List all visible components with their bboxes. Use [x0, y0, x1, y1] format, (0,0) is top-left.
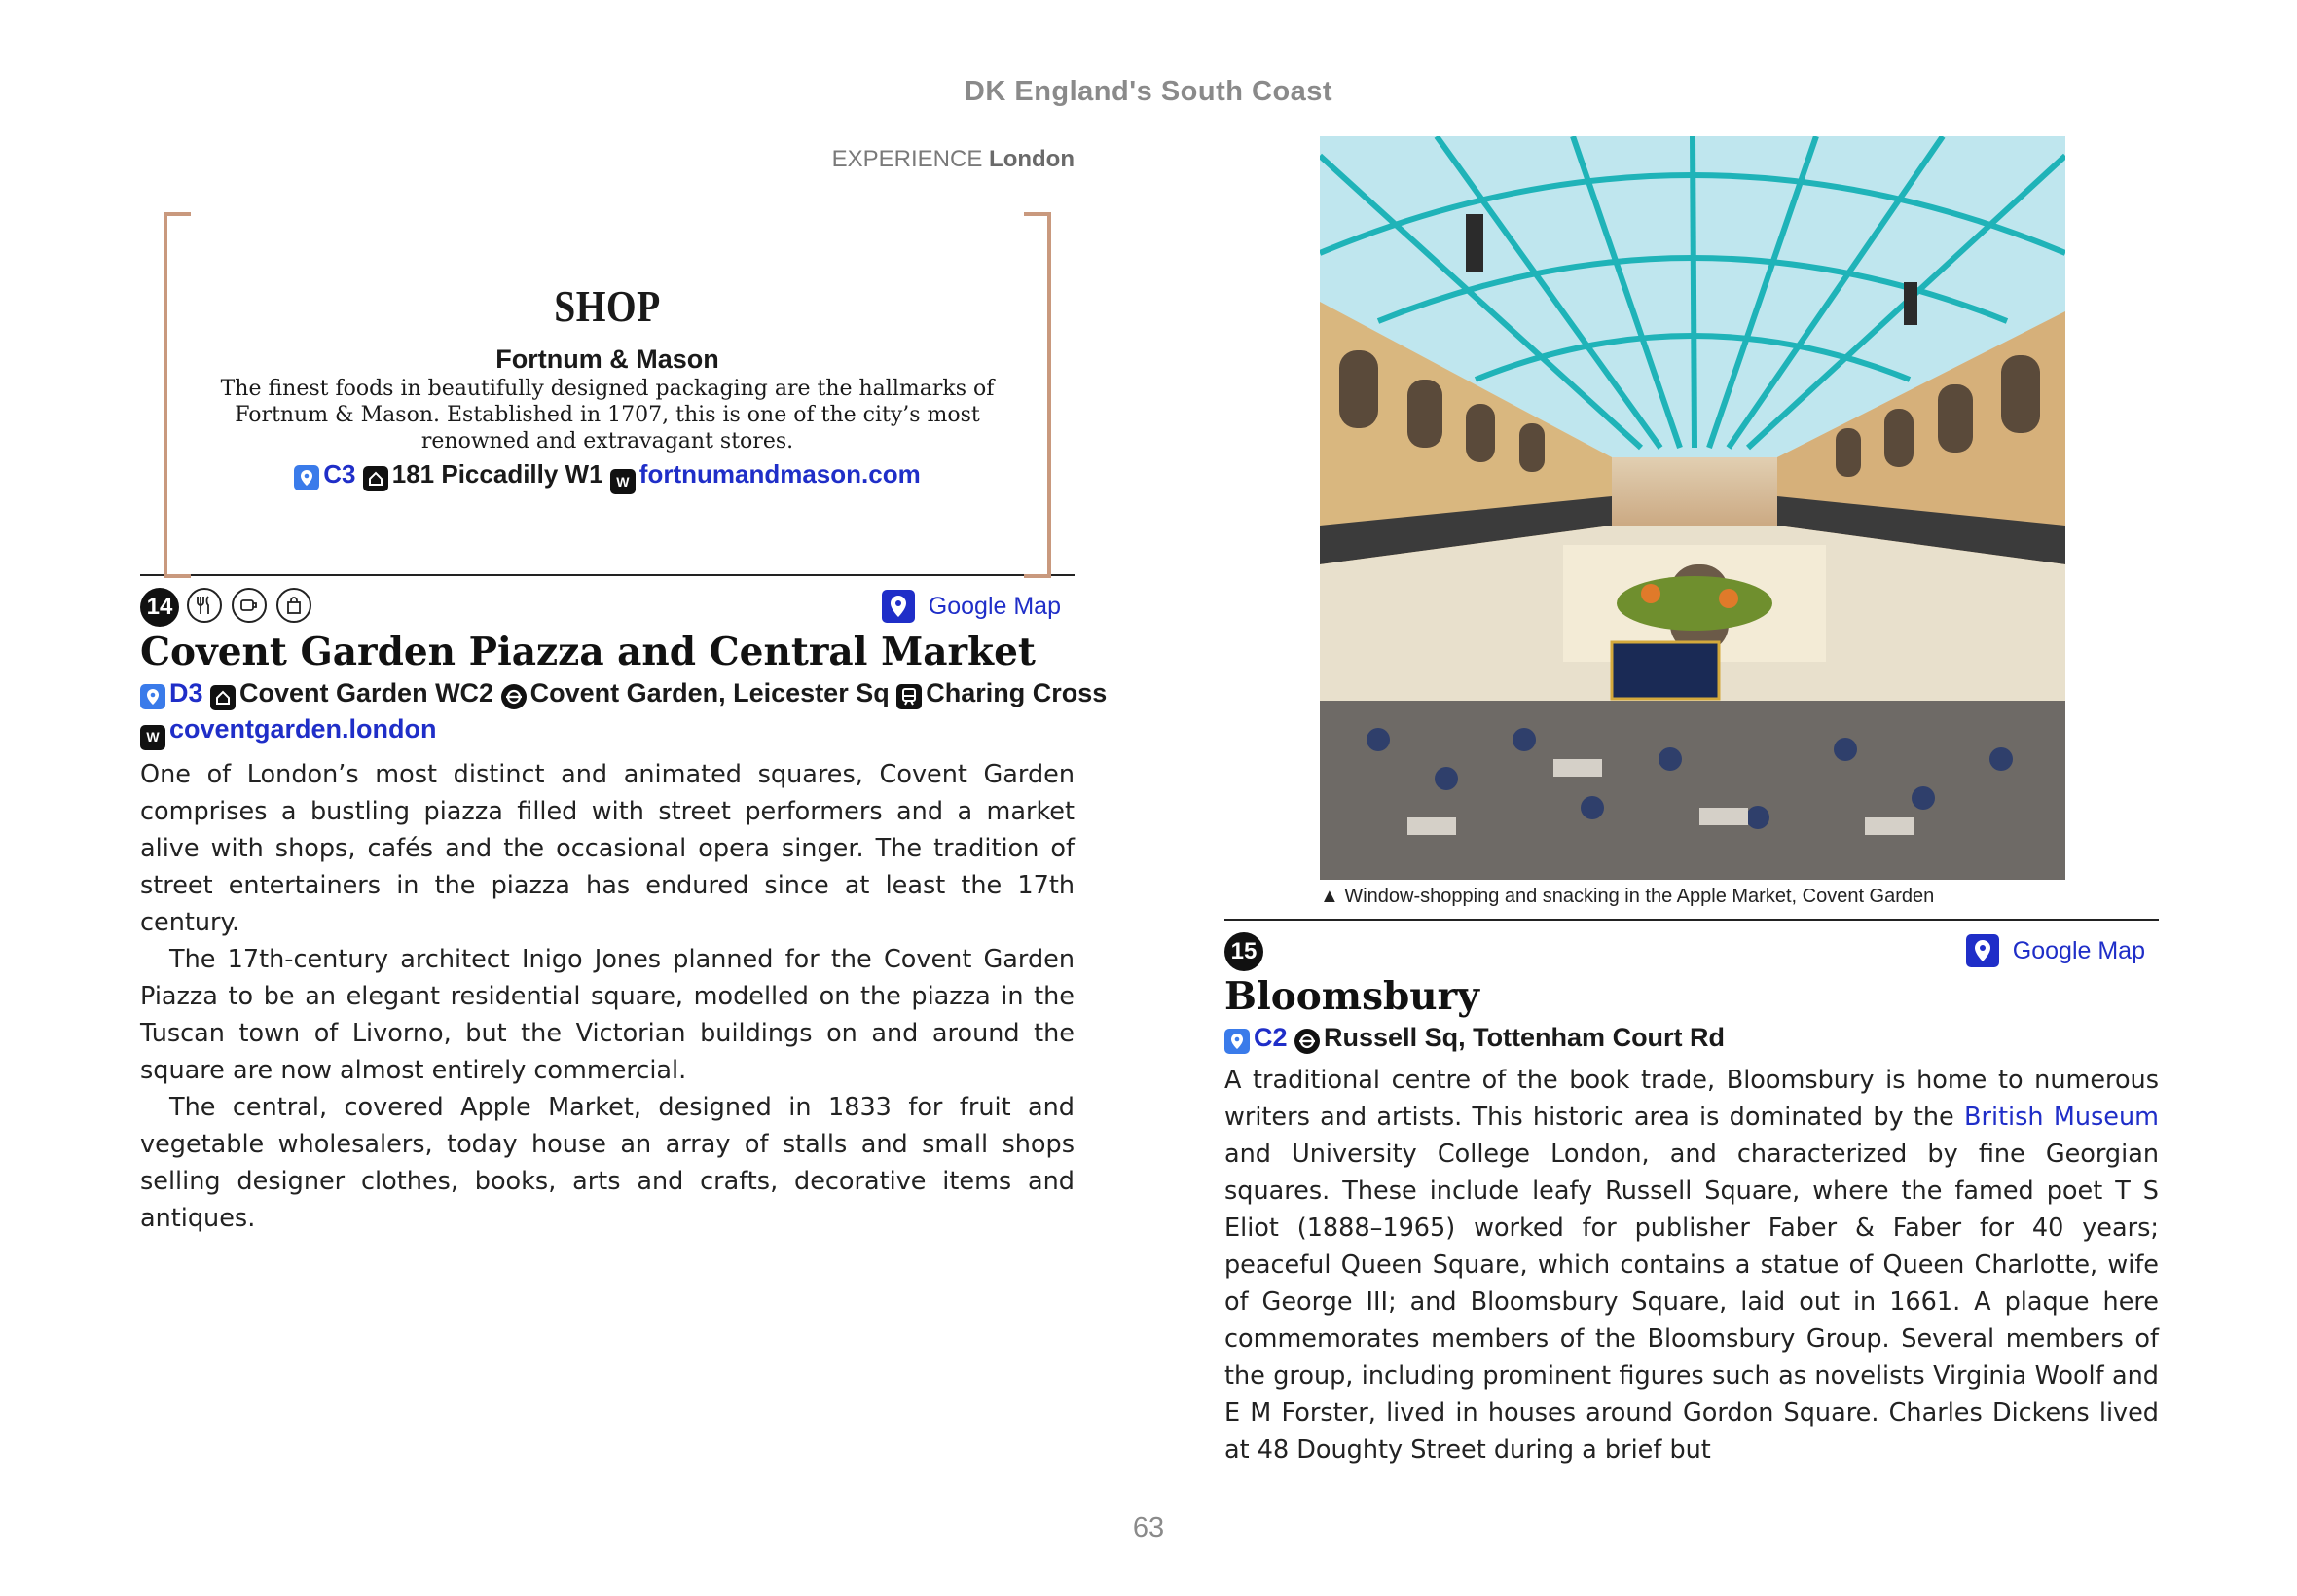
entry-15-body — [1224, 1062, 2159, 1469]
shop-name: Fortnum & Mason — [495, 345, 719, 374]
train-icon — [896, 684, 922, 709]
website-icon: W — [610, 469, 636, 494]
map-pin-icon — [294, 465, 319, 490]
entry-14-paragraph-1: One of London’s most distinct and animated squares, Covent Garden comprises a bustling piazza filled with street performers and a market alive with shops, cafés and the occasional opera singer. The tradition of street entertainers in the piazza has endured since at least the 17th century. — [140, 759, 1075, 937]
entry-14-rail: Charing Cross — [926, 678, 1108, 707]
entry-14-address: Covent Garden WC2 — [239, 678, 494, 707]
google-map-link[interactable] — [882, 590, 1061, 623]
entry-14-title: Covent Garden Piazza and Central Market — [140, 630, 1036, 674]
shop-description: The finest foods in beautifully designed packaging are the hallmarks of Fortnum & Mason. Established in 1707, this is one of the city’s most renowned and extravagant stores. — [220, 377, 995, 453]
website-icon: W — [140, 725, 165, 750]
shop-heading: SHOP — [554, 281, 661, 331]
left-column — [140, 204, 1108, 1237]
entry-15-underground: Russell Sq, Tottenham Court Rd — [1324, 1023, 1726, 1052]
entry-14-header — [140, 576, 1075, 629]
underground-icon — [501, 684, 527, 709]
google-map-pin-icon — [1966, 934, 1999, 967]
shop-grid-ref[interactable]: C3 — [323, 459, 356, 489]
map-pin-icon — [140, 684, 165, 709]
entry-number-badge: 15 — [1224, 932, 1263, 971]
google-map-label: Google Map — [2012, 936, 2145, 964]
entry-14-website-link[interactable]: coventgarden.london — [169, 714, 437, 744]
cup-icon — [232, 588, 267, 623]
book-title: DK England's South Coast — [964, 76, 1333, 107]
shopping-bag-icon — [276, 588, 311, 623]
page-number: 63 — [1132, 1512, 1165, 1543]
running-head-place: London — [989, 146, 1075, 172]
photo-caption: ▲ Window-shopping and snacking in the Apple Market, Covent Garden — [1320, 886, 1935, 907]
google-map-link[interactable] — [1966, 934, 2145, 967]
running-head-section: EXPERIENCE — [831, 146, 983, 172]
entry-14-paragraph-3: The central, covered Apple Market, designed in 1833 for fruit and vegetable wholesalers, today house an array of stalls and small shops selling designer clothes, books, arts and crafts, decorative items and antiques. — [140, 1092, 1075, 1233]
entry-number-badge: 14 — [140, 588, 179, 627]
entry-14-grid-ref[interactable]: D3 — [169, 678, 203, 707]
shop-box — [152, 204, 1063, 574]
shop-address: 181 Piccadilly W1 — [391, 459, 603, 489]
entry-14-web-line — [140, 711, 1075, 750]
shop-meta — [152, 459, 1063, 494]
entry-14-meta — [140, 675, 1108, 711]
entry-15-grid-ref[interactable]: C2 — [1254, 1023, 1288, 1052]
underground-icon — [1294, 1029, 1320, 1054]
shop-website-link[interactable]: fortnumandmason.com — [638, 459, 921, 489]
entry-14-paragraph-2: The 17th-century architect Inigo Jones planned for the Covent Garden Piazza to be an elegant residential square, modelled on the piazza in the Tuscan town of Livorno, but the Victorian buildings on and around the square are now almost entirely commercial. — [140, 944, 1075, 1085]
address-home-icon — [210, 685, 236, 710]
entry-15-paragraph — [1224, 1062, 2159, 1469]
google-map-pin-icon — [882, 590, 915, 623]
google-map-label: Google Map — [928, 592, 1061, 620]
entry-14-underground: Covent Garden, Leicester Sq — [529, 678, 890, 707]
entry-14-body — [140, 756, 1075, 1237]
british-museum-link[interactable]: British Museum — [1964, 1103, 2160, 1132]
apple-market-photo — [1320, 136, 2065, 880]
right-column — [1224, 136, 2159, 1469]
entry-15-meta — [1224, 1020, 2159, 1056]
fork-knife-icon — [187, 588, 222, 623]
address-home-icon — [363, 466, 388, 491]
map-pin-icon — [1224, 1029, 1250, 1054]
entry-15-header — [1224, 921, 2159, 973]
entry-15-text-before-link: A traditional centre of the book trade, Bloomsbury is home to numerous writers and artists. This historic area is dominated by the — [1224, 1066, 2159, 1132]
entry-15-title: Bloomsbury — [1224, 974, 1479, 1019]
running-head — [832, 146, 1075, 173]
entry-15-text-after-link: and University College London, and characterized by fine Georgian squares. These include leafy Russell Square, where the famed poet T S Eliot (1888–1965) worked for publisher Faber & Faber for 40 years; peaceful Queen Square, which contains a statue of Queen Charlotte, wife of George III; and Bloomsbury Square, laid out in 1661. A plaque here commemorates members of the Bloomsbury Group. Several members of the group, including prominent figures such as novelists Virginia Woolf and E M Forster, lived in houses around Gordon Square. Charles Dickens lived at 48 Doughty Street during a brief but — [1224, 1140, 2159, 1465]
